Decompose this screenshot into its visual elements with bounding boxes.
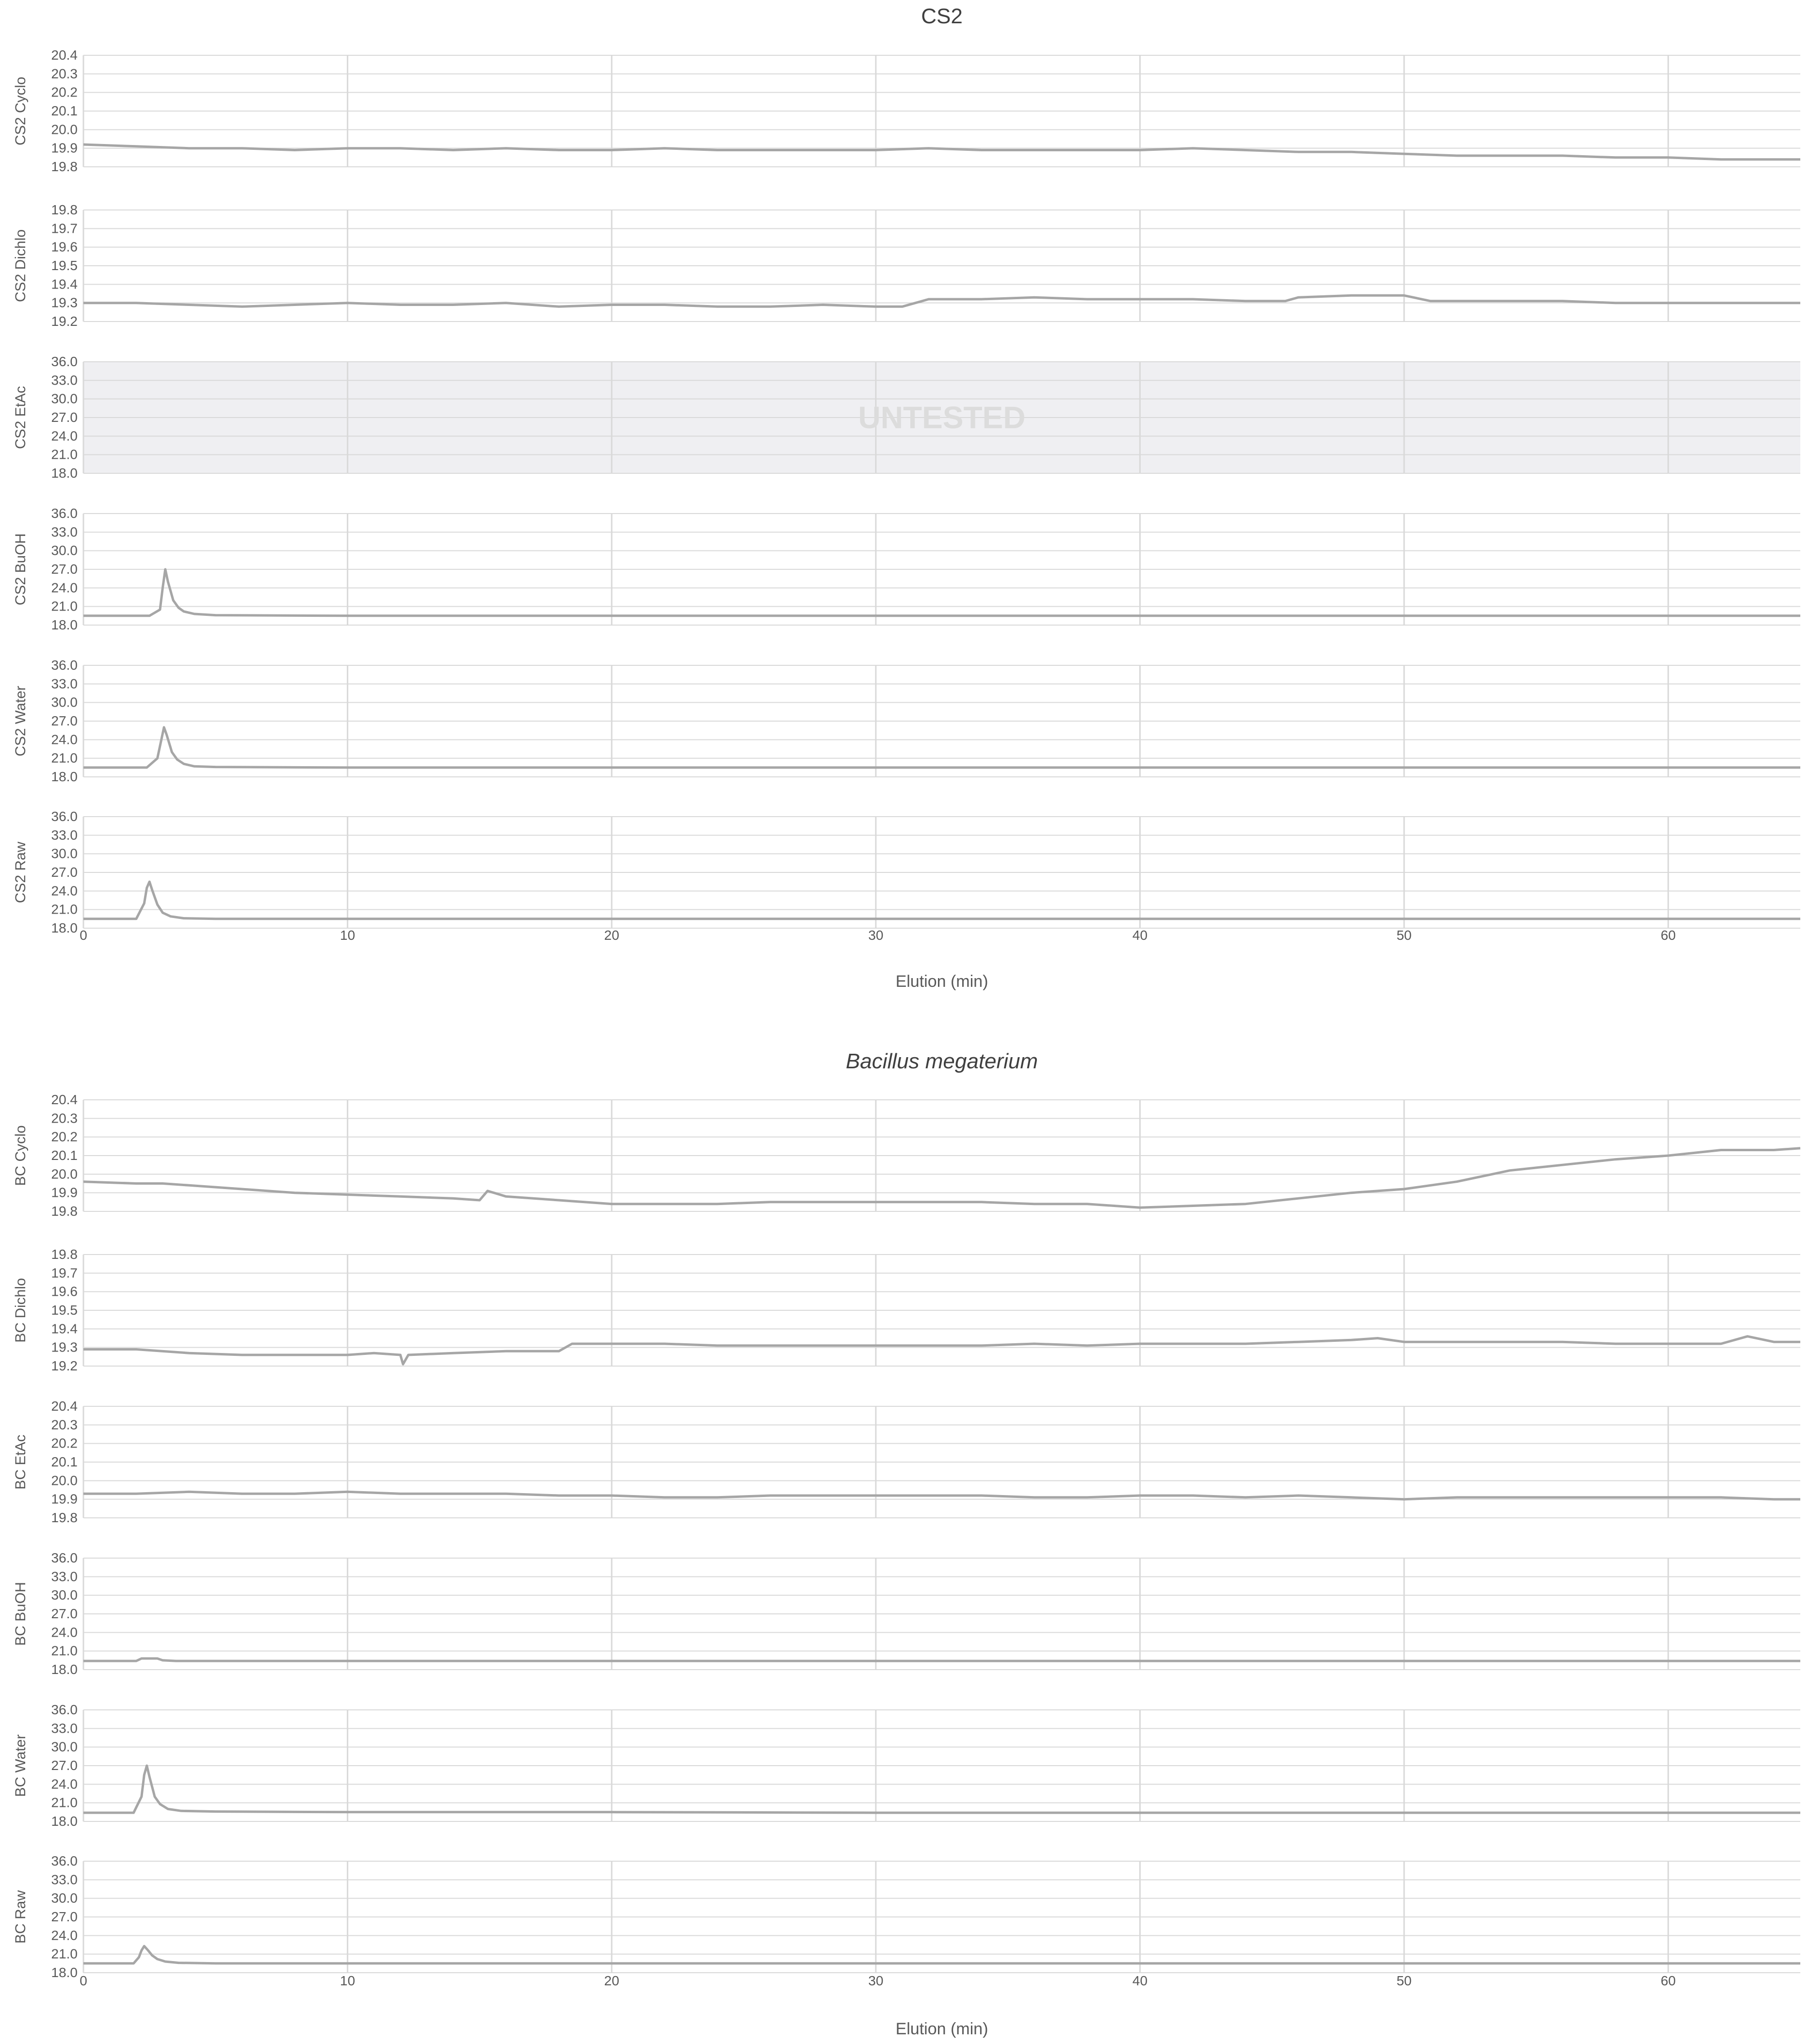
y-tick-label: 19.5 — [51, 1303, 78, 1318]
y-axis-label: CS2 Raw — [13, 841, 29, 903]
y-tick-label: 18.0 — [51, 1814, 78, 1829]
y-tick-label: 20.4 — [51, 1092, 78, 1107]
y-axis-label: BC Dichlo — [13, 1278, 29, 1343]
y-tick-label: 19.4 — [51, 276, 78, 292]
y-tick-label: 19.8 — [51, 1510, 78, 1525]
y-tick-label: 20.0 — [51, 1166, 78, 1182]
x-tick-label: 30 — [868, 1973, 884, 1988]
y-tick-label: 20.3 — [51, 66, 78, 81]
series-line — [83, 569, 1800, 616]
panel-cs2-water — [13, 658, 1800, 784]
y-tick-label: 20.0 — [51, 122, 78, 137]
y-tick-label: 21.0 — [51, 901, 78, 917]
x-tick-label: 60 — [1661, 1973, 1676, 1988]
y-tick-label: 21.0 — [51, 598, 78, 614]
y-tick-label: 19.3 — [51, 295, 78, 310]
x-tick-label: 40 — [1132, 1973, 1148, 1988]
x-tick-label: 60 — [1661, 928, 1676, 943]
panel-cs2-etac — [13, 354, 1800, 481]
series-line — [83, 882, 1800, 919]
y-tick-label: 18.0 — [51, 1662, 78, 1677]
y-tick-label: 27.0 — [51, 1606, 78, 1621]
x-tick-label: 0 — [80, 1973, 87, 1988]
y-tick-label: 19.9 — [51, 140, 78, 156]
y-tick-label: 24.0 — [51, 1776, 78, 1792]
y-tick-label: 24.0 — [51, 580, 78, 595]
panel-bc-raw — [13, 1853, 1800, 1980]
y-tick-label: 30.0 — [51, 1739, 78, 1754]
y-tick-label: 19.2 — [51, 1358, 78, 1373]
x-tick-label: 10 — [340, 928, 356, 943]
y-tick-label: 20.1 — [51, 103, 78, 118]
y-tick-label: 30.0 — [51, 846, 78, 861]
y-tick-label: 27.0 — [51, 410, 78, 425]
y-tick-label: 21.0 — [51, 1795, 78, 1810]
y-axis-label: BC BuOH — [13, 1582, 29, 1646]
y-tick-label: 20.4 — [51, 48, 78, 63]
y-tick-label: 21.0 — [51, 1643, 78, 1658]
y-tick-label: 21.0 — [51, 447, 78, 462]
y-axis-label: BC Cyclo — [13, 1125, 29, 1186]
y-tick-label: 24.0 — [51, 732, 78, 747]
y-tick-label: 19.6 — [51, 239, 78, 255]
y-tick-label: 19.7 — [51, 221, 78, 236]
y-tick-label: 18.0 — [51, 1965, 78, 1980]
chart-1 — [13, 4, 1800, 991]
series-line — [83, 1766, 1800, 1813]
untested-label: UNTESTED — [858, 400, 1026, 435]
x-tick-label: 20 — [604, 1973, 619, 1988]
y-tick-label: 24.0 — [51, 883, 78, 899]
panel-bc-buoh — [13, 1550, 1800, 1677]
y-tick-label: 36.0 — [51, 1853, 78, 1868]
y-tick-label: 18.0 — [51, 769, 78, 784]
y-axis-label: CS2 Dichlo — [13, 229, 29, 303]
y-tick-label: 27.0 — [51, 562, 78, 577]
y-tick-label: 27.0 — [51, 1909, 78, 1924]
panel-bc-etac — [13, 1399, 1800, 1525]
y-tick-label: 33.0 — [51, 676, 78, 692]
y-axis-label: BC Water — [13, 1734, 29, 1797]
y-tick-label: 24.0 — [51, 1625, 78, 1640]
y-axis-label: CS2 EtAc — [13, 386, 29, 450]
x-tick-label: 40 — [1132, 928, 1148, 943]
x-tick-label: 0 — [80, 928, 87, 943]
y-tick-label: 24.0 — [51, 1928, 78, 1943]
x-tick-label: 30 — [868, 928, 884, 943]
y-tick-label: 20.3 — [51, 1111, 78, 1126]
y-tick-label: 19.8 — [51, 1247, 78, 1262]
y-tick-label: 30.0 — [51, 694, 78, 710]
y-tick-label: 27.0 — [51, 1758, 78, 1773]
series-line — [83, 295, 1800, 306]
y-tick-label: 36.0 — [51, 1702, 78, 1717]
y-tick-label: 18.0 — [51, 920, 78, 935]
y-tick-label: 27.0 — [51, 865, 78, 880]
y-tick-label: 30.0 — [51, 1587, 78, 1603]
x-tick-label: 10 — [340, 1973, 356, 1988]
series-line — [83, 1336, 1800, 1365]
series-line — [83, 727, 1800, 768]
y-tick-label: 19.8 — [51, 1204, 78, 1219]
y-tick-label: 18.0 — [51, 466, 78, 481]
panel-cs2-raw — [13, 809, 1800, 935]
y-tick-label: 36.0 — [51, 506, 78, 521]
y-tick-label: 19.5 — [51, 258, 78, 273]
y-tick-label: 20.4 — [51, 1399, 78, 1414]
y-tick-label: 33.0 — [51, 827, 78, 843]
chart-2 — [13, 1049, 1800, 2038]
y-tick-label: 36.0 — [51, 354, 78, 369]
y-tick-label: 19.9 — [51, 1185, 78, 1200]
y-tick-label: 30.0 — [51, 1890, 78, 1906]
y-tick-label: 19.4 — [51, 1321, 78, 1336]
panel-cs2-dichlo — [13, 202, 1800, 329]
y-tick-label: 19.8 — [51, 159, 78, 174]
y-tick-label: 24.0 — [51, 428, 78, 444]
x-axis-label: Elution (min) — [895, 2020, 988, 2038]
y-tick-label: 20.1 — [51, 1148, 78, 1163]
y-tick-label: 27.0 — [51, 713, 78, 728]
series-line — [83, 1492, 1800, 1499]
x-axis-label: Elution (min) — [895, 972, 988, 991]
y-tick-label: 20.1 — [51, 1454, 78, 1469]
y-tick-label: 36.0 — [51, 809, 78, 824]
y-tick-label: 33.0 — [51, 372, 78, 388]
chart-title: Bacillus megaterium — [845, 1049, 1038, 1073]
y-tick-label: 33.0 — [51, 1569, 78, 1584]
y-axis-label: CS2 Cyclo — [13, 77, 29, 145]
y-tick-label: 20.0 — [51, 1473, 78, 1488]
panel-cs2-buoh — [13, 506, 1800, 632]
y-tick-label: 30.0 — [51, 391, 78, 406]
series-line — [83, 145, 1800, 160]
y-tick-label: 21.0 — [51, 1946, 78, 1962]
y-tick-label: 20.2 — [51, 1129, 78, 1144]
series-line — [83, 1658, 1800, 1661]
chart-title: CS2 — [921, 4, 963, 28]
panel-bc-water — [13, 1702, 1800, 1829]
y-tick-label: 19.6 — [51, 1284, 78, 1299]
y-axis-label: BC EtAc — [13, 1434, 29, 1490]
panel-bc-dichlo — [13, 1247, 1800, 1373]
y-tick-label: 19.3 — [51, 1339, 78, 1355]
y-tick-label: 36.0 — [51, 1550, 78, 1565]
y-tick-label: 18.0 — [51, 617, 78, 632]
series-line — [83, 1946, 1800, 1964]
x-tick-label: 20 — [604, 928, 619, 943]
x-tick-label: 50 — [1396, 928, 1412, 943]
y-axis-label: BC Raw — [13, 1890, 29, 1944]
x-tick-label: 50 — [1396, 1973, 1412, 1988]
series-line — [83, 1148, 1800, 1208]
y-tick-label: 19.9 — [51, 1491, 78, 1507]
y-tick-label: 33.0 — [51, 1872, 78, 1887]
panel-cs2-cyclo — [13, 48, 1800, 174]
y-tick-label: 19.7 — [51, 1265, 78, 1281]
y-axis-label: CS2 BuOH — [13, 533, 29, 606]
y-tick-label: 20.2 — [51, 1435, 78, 1451]
y-tick-label: 21.0 — [51, 750, 78, 766]
y-tick-label: 20.3 — [51, 1417, 78, 1432]
y-tick-label: 20.2 — [51, 84, 78, 100]
y-tick-label: 36.0 — [51, 658, 78, 673]
y-axis-label: CS2 Water — [13, 686, 29, 756]
y-tick-label: 33.0 — [51, 1721, 78, 1736]
y-tick-label: 19.8 — [51, 202, 78, 217]
y-tick-label: 30.0 — [51, 543, 78, 558]
y-tick-label: 33.0 — [51, 524, 78, 540]
panel-bc-cyclo — [13, 1092, 1800, 1219]
y-tick-label: 19.2 — [51, 314, 78, 329]
